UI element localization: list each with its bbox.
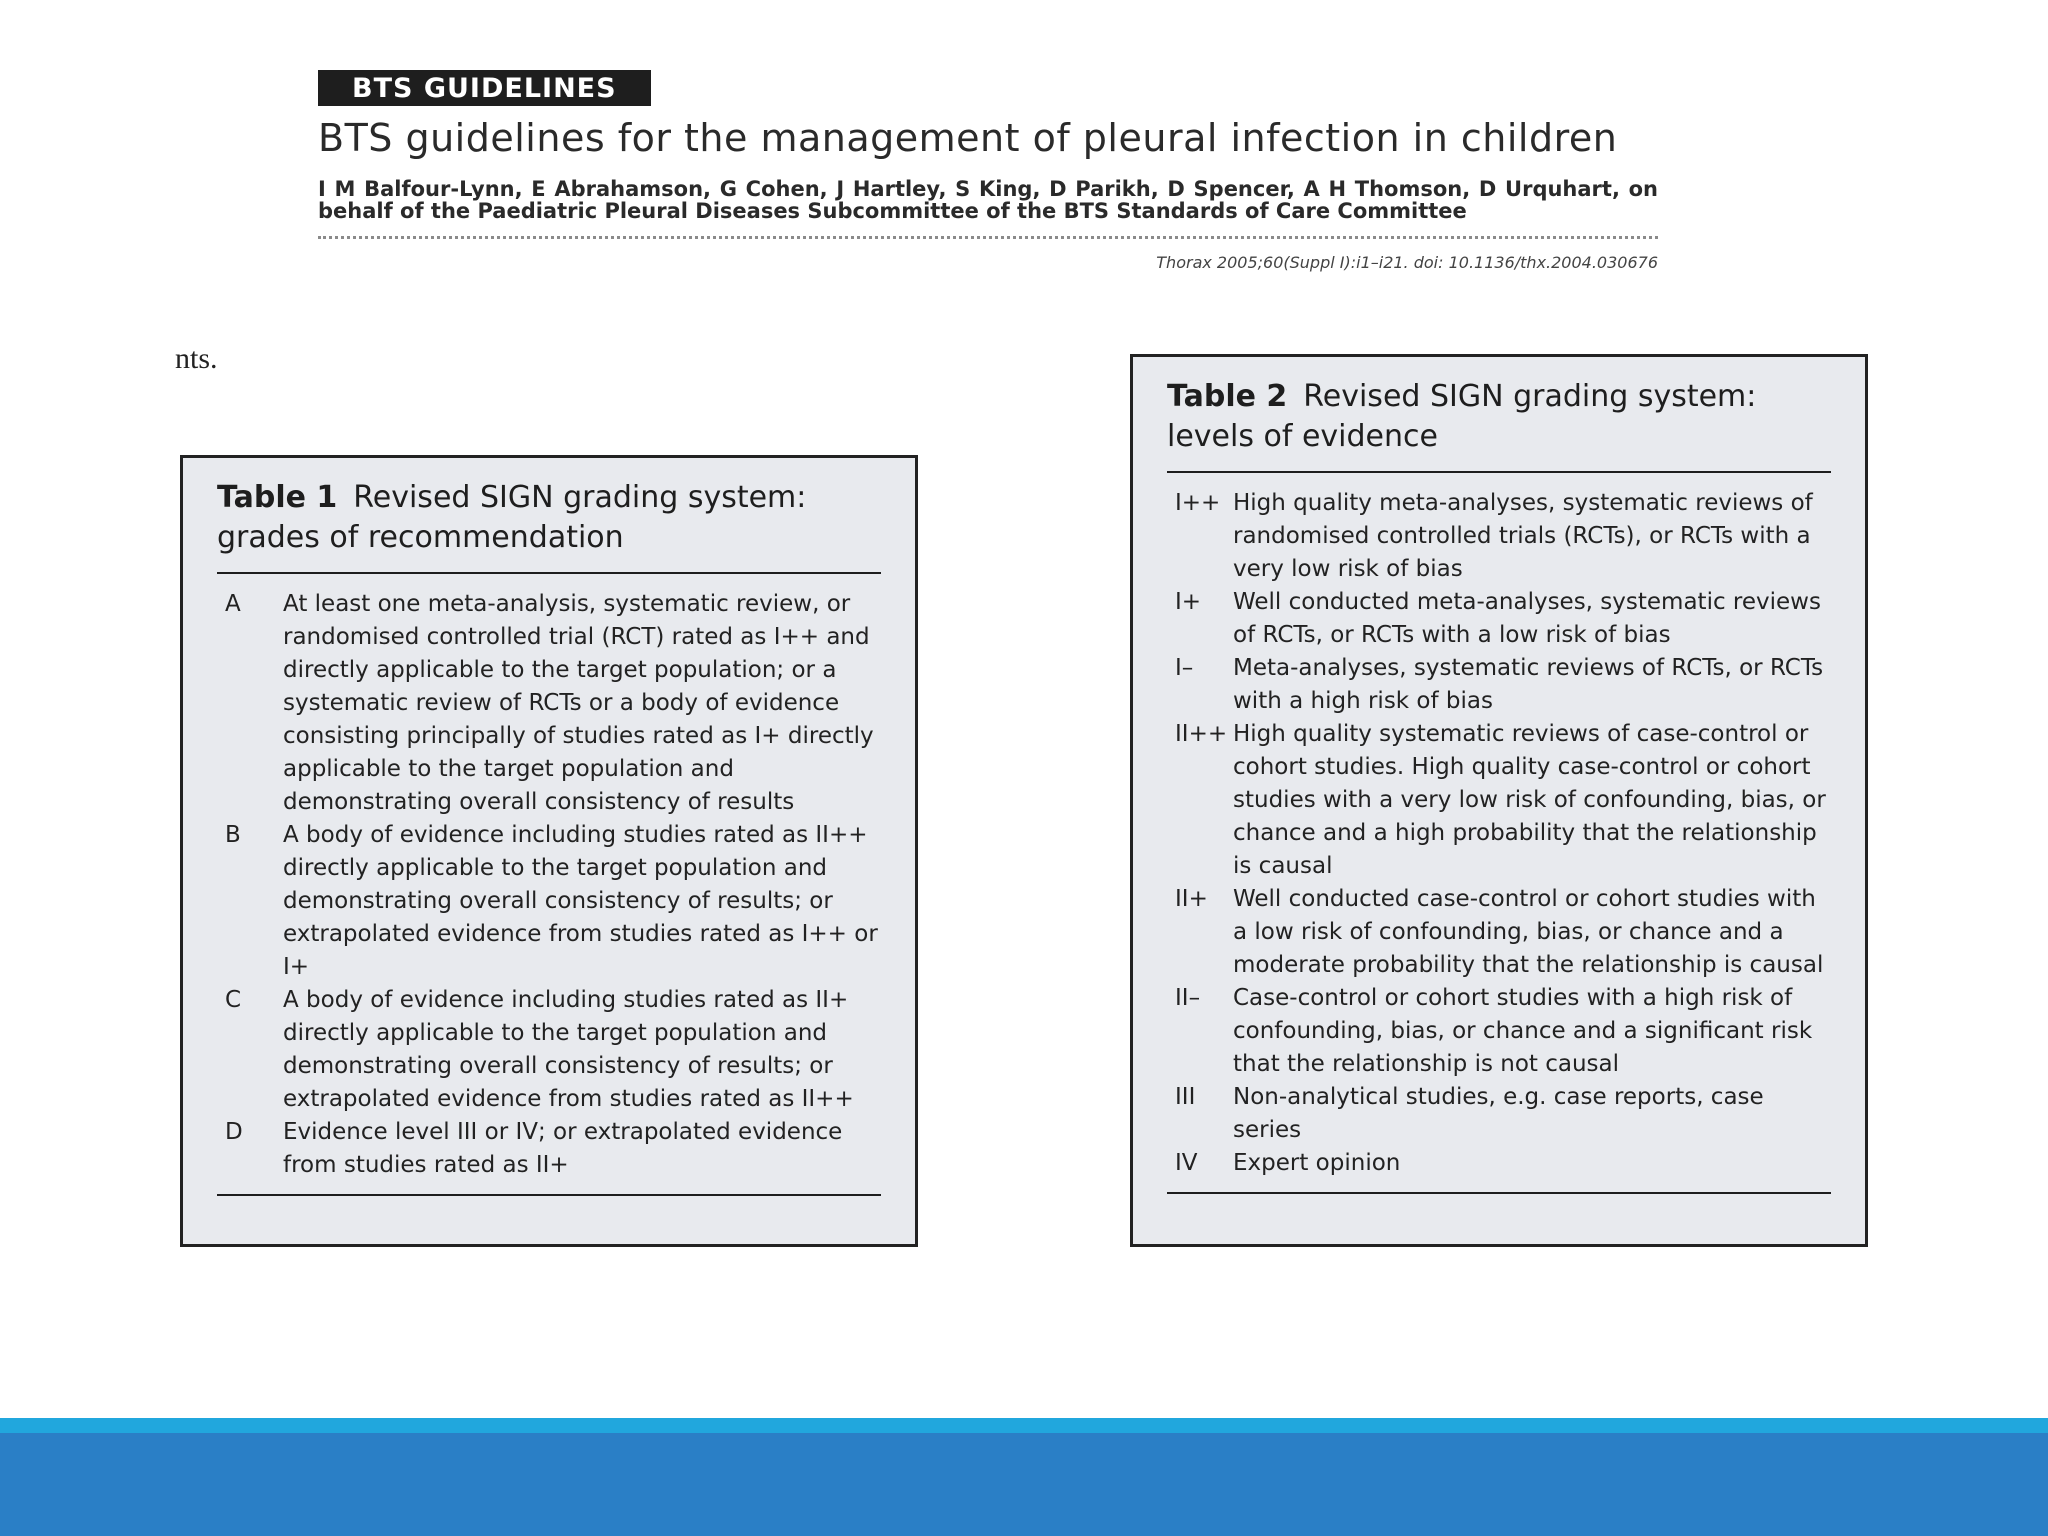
table-levels-of-evidence <box>1130 354 1868 1247</box>
row-code: II++ <box>1175 721 1228 747</box>
row-text: Evidence level III or IV; or extrapolated evidence from studies rated as II+ <box>283 1119 843 1178</box>
row-code: II+ <box>1175 886 1208 912</box>
row-text: Well conducted case-control or cohort studies with a low risk of confounding, bias, or chance and a moderate probability that the relationship is causal <box>1233 886 1824 978</box>
row-code: B <box>225 822 241 848</box>
row-text: A body of evidence including studies rated as II++ directly applicable to the target population and demonstrating overall consistency of results; or extrapolated evidence from studies rated as I++ or I+ <box>283 822 878 980</box>
table-grades-of-recommendation <box>180 455 918 1247</box>
table-row <box>1167 487 1831 586</box>
row-code: I– <box>1175 655 1194 681</box>
table-row <box>1167 586 1831 652</box>
article-authors: I M Balfour-Lynn, E Abrahamson, G Cohen, J Hartley, S King, D Parikh, D Spencer, A H Thomson, D Urquhart, on behalf of the Paediatric Pleural Diseases Subcommittee of the BTS Standards of Care Committee <box>318 177 1658 223</box>
row-text: At least one meta-analysis, systematic review, or randomised controlled trial (RCT) rated as I++ and directly applicable to the target population; or a systematic review of RCTs or a body of evidence consisting principally of studies rated as I+ directly applicable to the target population and demonstrating overall consistency of results <box>283 591 874 815</box>
row-code: A <box>225 591 241 617</box>
table-caption-text: Revised SIGN grading system: grades of recommendation <box>217 480 807 555</box>
table-number: Table 1 <box>217 480 338 515</box>
footer-stripe <box>0 1418 2048 1433</box>
row-text: High quality meta-analyses, systematic reviews of randomised controlled trials (RCTs), or RCTs with a very low risk of bias <box>1233 490 1813 582</box>
table-caption <box>1167 377 1831 473</box>
article-citation: Thorax 2005;60(Suppl I):i1–i21. doi: 10.1136/thx.2004.030676 <box>1156 253 1658 272</box>
row-text: Expert opinion <box>1233 1150 1401 1176</box>
guidelines-badge: BTS GUIDELINES <box>318 70 651 106</box>
row-text: Case-control or cohort studies with a high risk of confounding, bias, or chance and a significant risk that the relationship is not causal <box>1233 985 1813 1077</box>
table-row <box>217 588 881 819</box>
row-text: Meta-analyses, systematic reviews of RCTs, or RCTs with a high risk of bias <box>1233 655 1824 714</box>
article-header <box>318 70 1658 272</box>
row-code: C <box>225 987 242 1013</box>
table-rows <box>217 574 881 1196</box>
row-code: D <box>225 1119 243 1145</box>
row-code: II– <box>1175 985 1201 1011</box>
row-code: I+ <box>1175 589 1202 615</box>
table-row <box>1167 982 1831 1081</box>
text-fragment: nts. <box>175 342 218 375</box>
row-code: IV <box>1175 1150 1198 1176</box>
table-caption-text: Revised SIGN grading system: levels of evidence <box>1167 379 1757 454</box>
table-caption <box>217 478 881 574</box>
table-row <box>1167 883 1831 982</box>
table-row <box>217 984 881 1116</box>
table-row <box>1167 652 1831 718</box>
row-text: High quality systematic reviews of case-control or cohort studies. High quality case-control or cohort studies with a very low risk of confounding, bias, or chance and a high probability that the relationship is causal <box>1233 721 1826 879</box>
row-code: I++ <box>1175 490 1221 516</box>
table-row <box>1167 1147 1831 1180</box>
dotted-divider <box>318 236 1658 239</box>
table-row <box>1167 1081 1831 1147</box>
row-text: A body of evidence including studies rated as II+ directly applicable to the target population and demonstrating overall consistency of results; or extrapolated evidence from studies rated as II++ <box>283 987 854 1112</box>
article-title: BTS guidelines for the management of pleural infection in children <box>318 116 1618 160</box>
footer-band <box>0 1418 2048 1536</box>
table-row <box>217 819 881 984</box>
row-text: Well conducted meta-analyses, systematic reviews of RCTs, or RCTs with a low risk of bias <box>1233 589 1821 648</box>
table-row <box>1167 718 1831 883</box>
row-code: III <box>1175 1084 1196 1110</box>
table-number: Table 2 <box>1167 379 1288 414</box>
row-text: Non-analytical studies, e.g. case reports, case series <box>1233 1084 1764 1143</box>
table-rows <box>1167 473 1831 1194</box>
table-row <box>217 1116 881 1182</box>
